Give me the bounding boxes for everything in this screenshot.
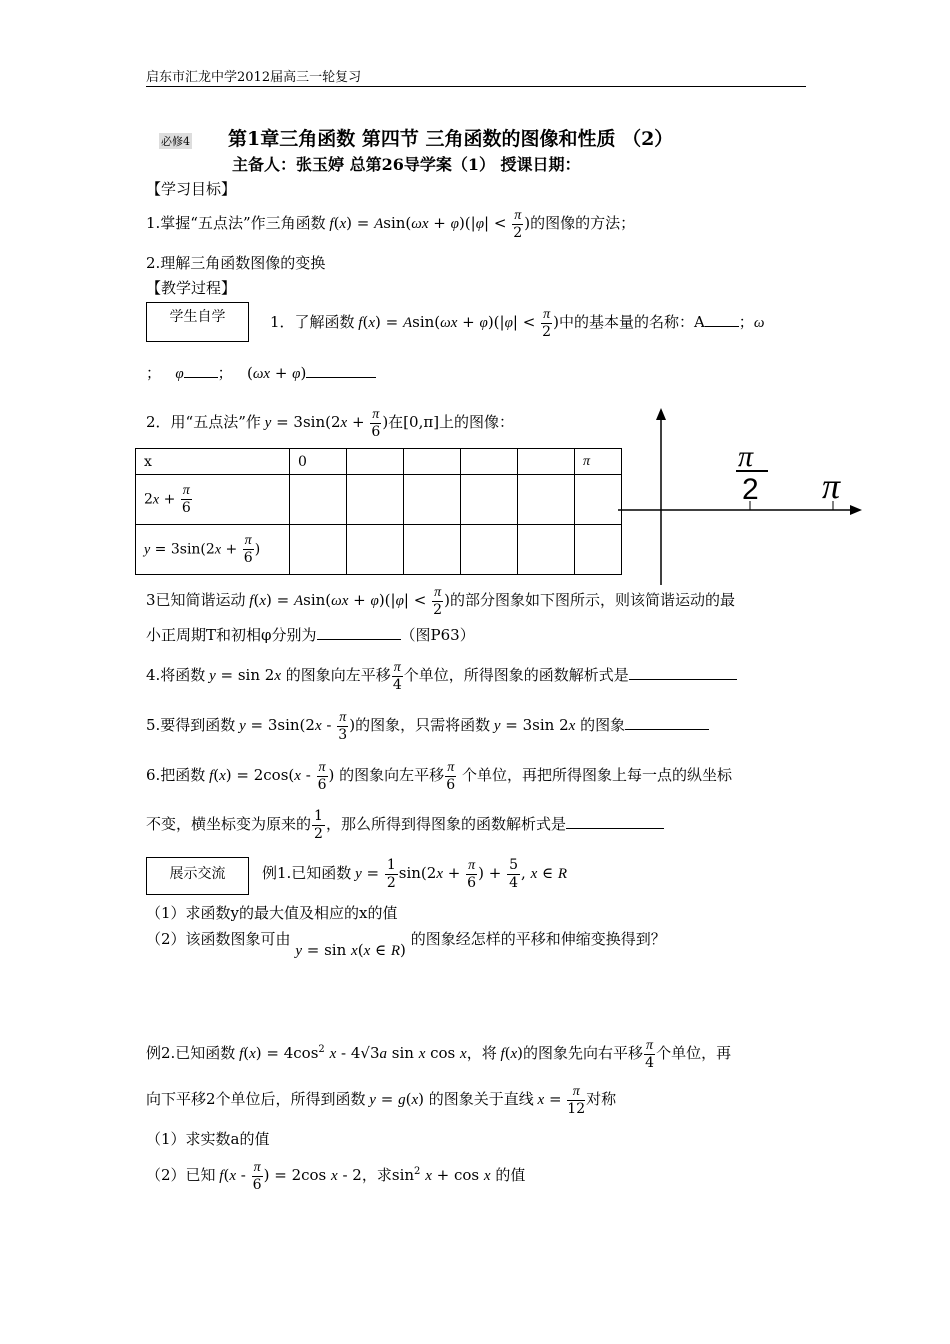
table-cell: [347, 475, 404, 525]
table-cell: [347, 525, 404, 575]
table-cell: [404, 525, 461, 575]
table-cell: [461, 525, 518, 575]
half-pi-denominator: 2: [742, 473, 759, 506]
self-study-box: 学生自学: [146, 302, 249, 342]
question-4: 4.将函数 y = sin 2x 的图象向左平移 $\frac{\pi}{4}$ 个单位，所得图象的函数解析式是: [146, 655, 737, 696]
pi-tick-label: π: [822, 466, 841, 506]
question-3-line2: 小正周期T和初相φ分别为 （图P63）: [146, 626, 475, 644]
goals-heading: 【学习目标】: [146, 180, 237, 198]
example-1-q2: （2）该函数图象可由 y = sin x(x ∈ R) 的图象经怎样的平移和伸缩变换得到？: [146, 930, 666, 959]
table-row-y-label: y = 3sin(2x + $\frac{\pi}{6}$ ): [136, 525, 290, 575]
table-cell: [518, 475, 575, 525]
page-title: 第1章三角函数 第四节 三角函数的图像和性质 （2）: [228, 128, 674, 150]
half-pi-numerator: π: [738, 440, 754, 473]
goal-1: 1.掌握“五点法”作三角函数 f(x) = Asin(ωx + φ)(|φ| < $\frac{\pi}{2}$ )的图像的方法；: [146, 207, 636, 241]
table-row-x-label: x: [136, 449, 290, 475]
question-5: 5.要得到函数 y = 3sin(2x - $\frac{\pi}{3}$ )的图象，只需将函数 y = 3sin 2x 的图象: [146, 705, 709, 746]
question-6: 6.把函数 f(x) = 2cos(x - $\frac{\pi}{6}$ ) 的图象向左平移 $\frac{\pi}{6}$ 个单位，再把所得图象上每一点的纵坐标: [146, 759, 732, 793]
table-row-angle-label: 2x + $\frac{\pi}{6}$: [136, 475, 290, 525]
example-2-q2: （2）已知 f(x - $\frac{\pi}{6}$ ) = 2cos x - 2，求$\sin^2 x + \cos x$ 的值: [146, 1159, 526, 1193]
table-cell: [461, 475, 518, 525]
goal-2: 2.理解三角函数图像的变换: [146, 254, 326, 272]
example-2: 例2.已知函数 $f(x) = 4\cos^2$ x - 4√3a sin x cos x，将 f(x)的图象先向右平移 $\frac{\pi}{4}$ 个单位，再: [146, 1037, 732, 1071]
example-1: 例1.已知函数 y = $\frac{1}{2}$ sin(2x + $\frac{\pi}{6}$ ) + $\frac{5}{4}$ , x ∈ R: [262, 856, 568, 891]
table-cell: [461, 449, 518, 475]
question-1: 1．了解函数 f(x) = Asin(ωx + φ)(|φ| < $\frac{\pi}{2}$ )中的基本量的名称：A ；ω: [270, 306, 765, 340]
five-point-table: [135, 448, 622, 575]
table-cell: [347, 449, 404, 475]
table-cell: π: [575, 449, 622, 475]
course-tag: 必修4: [161, 135, 190, 148]
example-2-q1: （1）求实数a的值: [146, 1130, 270, 1148]
table-cell: [518, 525, 575, 575]
example-2-line2: 向下平移2个单位后，所得到函数 y = g(x) 的图象关于直线 x = $\frac{\pi}{12}$ 对称: [146, 1083, 617, 1117]
table-cell: [404, 475, 461, 525]
school-header: 启东市汇龙中学2012届高三一轮复习: [146, 70, 362, 85]
table-cell: [404, 449, 461, 475]
question-3: 3已知简谐运动 f(x) = Asin(ωx + φ)(|φ| < $\frac{\pi}{2}$ )的部分图象如下图所示，则该简谐运动的最: [146, 584, 735, 618]
example-1-q1: （1）求函数y的最大值及相应的x的值: [146, 904, 398, 922]
table-cell: 0: [290, 449, 347, 475]
question-2: 2．用“五点法”作 y = 3sin(2x + $\frac{\pi}{6}$ )在[0,π]上的图像：: [146, 406, 515, 440]
page-subtitle: 主备人：张玉婷 总第26导学案（1） 授课日期：: [232, 155, 581, 174]
table-cell: [290, 475, 347, 525]
exhibit-box: 展示交流: [146, 857, 249, 895]
header-rule: [146, 86, 806, 87]
half-pi-bar: [736, 470, 768, 472]
question-1-line2: ； φ ； (ωx + φ): [146, 362, 376, 383]
question-6-line2: 不变，横坐标变为原来的 $\frac{1}{2}$ ，那么所得到得图象的函数解析式是: [146, 804, 664, 844]
table-cell: [290, 525, 347, 575]
process-heading: 【教学过程】: [146, 279, 237, 297]
table-cell: [518, 449, 575, 475]
